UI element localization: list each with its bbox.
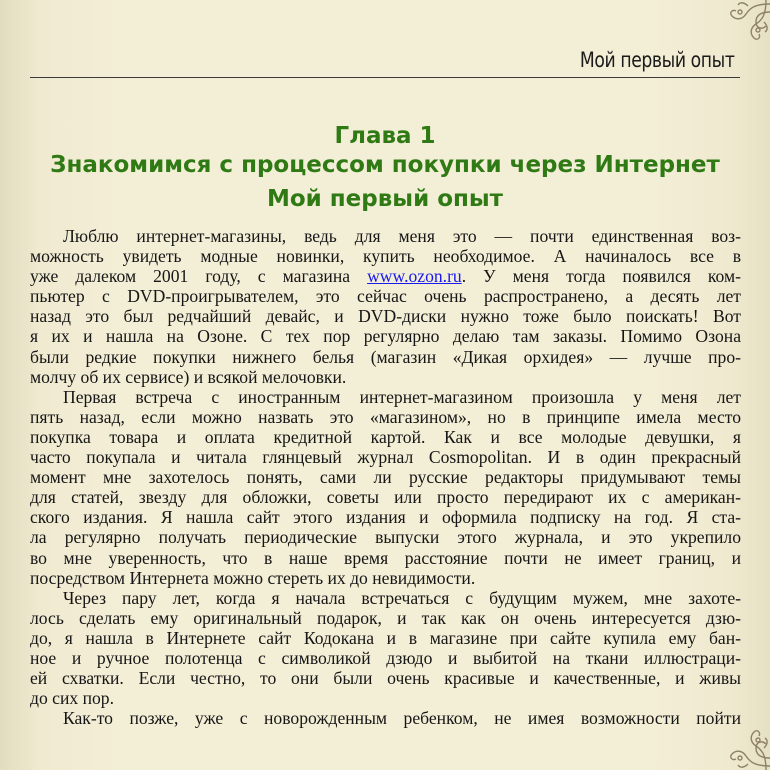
chapter-number: Глава 1 bbox=[334, 123, 436, 149]
running-head: Мой первый опыт bbox=[579, 48, 734, 72]
text-line: пять назад, если можно назвать это «магазином», но в принципе имела место bbox=[30, 406, 741, 427]
text-line: ное и ручное полотенца с символикой дзюдо и выбитой на ткани иллюстраци- bbox=[30, 647, 741, 668]
text-line: до сих пор. bbox=[30, 688, 114, 709]
text-line: посредством Интернета можно стереть их до невидимости. bbox=[30, 567, 476, 588]
ozon-link[interactable]: www.ozon.ru bbox=[367, 266, 462, 287]
text-line bbox=[30, 266, 741, 286]
text-line: Через пару лет, когда я начала встречаться с будущим мужем, мне захоте- bbox=[63, 587, 741, 608]
text-line: Люблю интернет-магазины, ведь для меня это — почти единственная воз- bbox=[63, 226, 741, 246]
text-line: молчу об их сервисе) и всякой мелочовки. bbox=[30, 366, 347, 387]
text-segment: уже далеком 2001 году, с магазина bbox=[30, 266, 368, 287]
text-line: до, я нашла в Интернете сайт Кодокана и в магазине при сайте купила ему бан- bbox=[30, 627, 741, 648]
text-line: ского издания. Я нашла сайт этого издания и оформила подписку на год. Я ста- bbox=[30, 507, 741, 528]
text-line: часто покупала и читала глянцевый журнал Cosmopolitan. И в один прекрасный bbox=[30, 447, 741, 468]
text-line: во мне уверенность, что в наше время расстояние почти не имеет границ, и bbox=[30, 547, 741, 568]
text-line: я их и нашла на Озоне. С тех пор регулярно делаю там заказы. Помимо Озона bbox=[30, 326, 741, 347]
text-line: Первая встреча с иностранным интернет-магазином произошла у меня лет bbox=[63, 386, 741, 407]
chapter-title: Знакомимся с процессом покупки через Интернет bbox=[50, 152, 720, 178]
header-rule bbox=[30, 77, 740, 78]
text-line: были редкие покупки нижнего белья (магазин «Дикая орхидея» — лучше про- bbox=[30, 346, 741, 367]
text-line: момент мне захотелось понять, сами ли русские редакторы придумывают темы bbox=[30, 467, 741, 488]
text-segment: . У меня тогда появился ком- bbox=[461, 266, 741, 287]
text-line: Как-то позже, уже с новорожденным ребенком, не имея возможности пойти bbox=[63, 708, 741, 729]
section-title: Мой первый опыт bbox=[266, 186, 504, 212]
text-line: покупка товара и оплата кредитной картой. Как и все молодые девушки, я bbox=[30, 426, 741, 447]
text-line: для статей, звезду для обложки, советы или просто передирают их с американ- bbox=[30, 487, 741, 508]
text-line: можность увидеть модные новинки, купить необходимое. А начиналось все в bbox=[30, 246, 741, 267]
body-text bbox=[30, 226, 741, 728]
text-line: назад это был редчайший девайс, и DVD-диски нужно тоже было поискать! Вот bbox=[30, 306, 741, 327]
text-line: пьютер с DVD-проигрывателем, это сейчас очень распространено, а десять лет bbox=[30, 286, 741, 307]
chapter-heading bbox=[0, 120, 770, 215]
text-line: ла регулярно получать периодические выпуски этого журнала, и это укрепило bbox=[30, 527, 741, 548]
text-line: ей схватки. Если честно, то они были очень красивые и качественные, и живы bbox=[30, 668, 741, 689]
text-line: лось сделать ему оригинальный подарок, и так как он очень интересуется дзю- bbox=[30, 607, 741, 628]
